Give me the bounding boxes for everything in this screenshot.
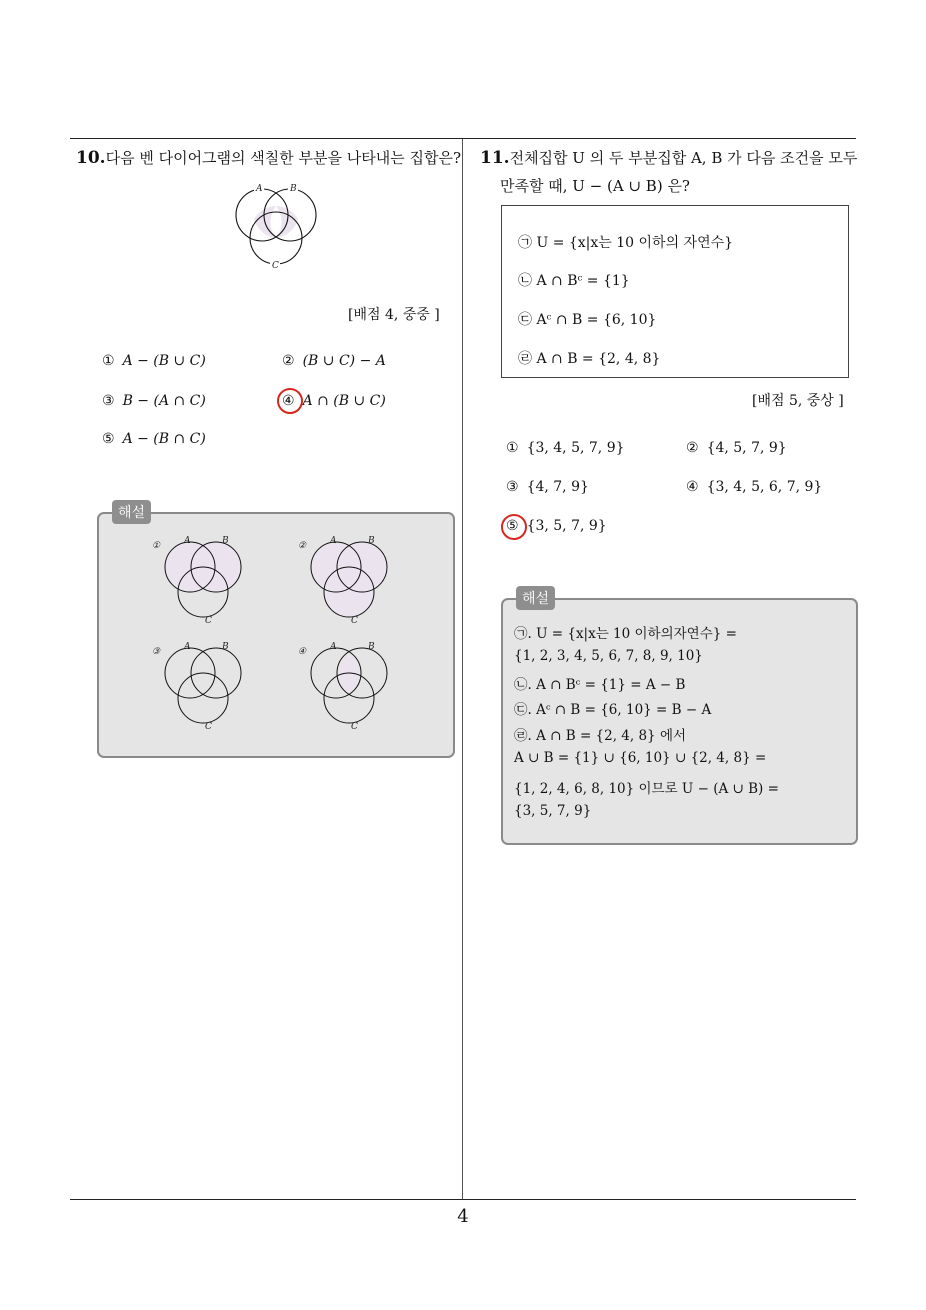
- q10-header: [76, 146, 461, 170]
- q10-shaded-region: [254, 206, 298, 238]
- bottom-rule: [70, 1199, 856, 1200]
- svg-text:C: C: [205, 616, 212, 626]
- q11-solution-line-7: {1, 2, 4, 6, 8, 10} 이므로 U − (A ∪ B) =: [514, 781, 779, 797]
- q10-choice-2[interactable]: ② (B ∪ C) − A: [282, 353, 386, 369]
- svg-text:C: C: [351, 722, 358, 732]
- q11-text-line2: 만족할 때, U − (A ∪ B) 은?: [500, 177, 690, 195]
- venn-label-b: B: [290, 184, 297, 194]
- q10-selected-mark: [277, 388, 303, 414]
- q11-condition-4: ㉣ A ∩ B = {2, 4, 8}: [518, 351, 661, 367]
- q10-score: [배점 4, 중중 ]: [348, 307, 440, 323]
- column-divider: [462, 139, 463, 1199]
- solution-venn-4: [296, 640, 396, 732]
- q11-header: [480, 146, 857, 170]
- solution-venn-2: [296, 534, 396, 626]
- q10-number: 10.: [76, 148, 106, 168]
- q10-choice-4[interactable]: ④ A ∩ (B ∪ C): [282, 393, 386, 409]
- q10-text: 다음 벤 다이어그램의 색칠한 부분을 나타내는 집합은?: [105, 149, 462, 167]
- q11-choice-1[interactable]: ① {3, 4, 5, 7, 9}: [506, 440, 625, 456]
- q11-score: [배점 5, 중상 ]: [752, 393, 844, 409]
- svg-text:③: ③: [152, 647, 161, 657]
- q11-solution-line-3: ㉡. A ∩ Bᶜ = {1} = A − B: [514, 677, 686, 693]
- q11-solution-tag: 해설: [516, 586, 555, 610]
- q11-condition-1: ㉠ U = {x|x는 10 이하의 자연수}: [518, 235, 734, 251]
- svg-text:C: C: [351, 616, 358, 626]
- solution-venn-1: [150, 534, 250, 626]
- svg-text:B: B: [368, 642, 375, 652]
- q10-choice-5[interactable]: ⑤ A − (B ∩ C): [102, 431, 206, 447]
- venn-label-c: C: [272, 261, 279, 271]
- svg-text:C: C: [205, 722, 212, 732]
- q11-text-line1: 전체집합 U 의 두 부분집합 A, B 가 다음 조건을 모두: [509, 149, 858, 167]
- q11-condition-3: ㉢ Aᶜ ∩ B = {6, 10}: [518, 312, 657, 328]
- q11-choice-3[interactable]: ③ {4, 7, 9}: [506, 479, 589, 495]
- solution-venn-3: [150, 640, 250, 732]
- page-number: 4: [457, 1206, 469, 1227]
- q11-condition-2: ㉡ A ∩ Bᶜ = {1}: [518, 273, 630, 289]
- svg-text:A: A: [184, 642, 191, 652]
- q11-number: 11.: [480, 148, 510, 168]
- svg-text:B: B: [368, 536, 375, 546]
- q10-solution-tag: 해설: [112, 500, 151, 524]
- venn-label-a: A: [256, 184, 263, 194]
- svg-text:②: ②: [298, 541, 307, 551]
- top-rule: [70, 138, 856, 139]
- svg-text:A: A: [330, 536, 337, 546]
- svg-text:A: A: [330, 642, 337, 652]
- q10-choice-1[interactable]: ① A − (B ∪ C): [102, 353, 206, 369]
- svg-text:④: ④: [298, 647, 307, 657]
- q11-solution-line-8: {3, 5, 7, 9}: [514, 803, 592, 819]
- q11-selected-mark: [501, 514, 527, 540]
- q11-choice-4[interactable]: ④ {3, 4, 5, 6, 7, 9}: [686, 479, 823, 495]
- svg-text:B: B: [222, 536, 229, 546]
- q11-solution-line-5: ㉣. A ∩ B = {2, 4, 8} 에서: [514, 728, 687, 744]
- q11-choice-5[interactable]: ⑤ {3, 5, 7, 9}: [506, 518, 607, 534]
- q11-solution-line-6: A ∪ B = {1} ∪ {6, 10} ∪ {2, 4, 8} =: [514, 750, 767, 766]
- q11-solution-line-4: ㉢. Aᶜ ∩ B = {6, 10} = B − A: [514, 702, 712, 718]
- q10-choice-3[interactable]: ③ B − (A ∩ C): [102, 393, 206, 409]
- svg-text:A: A: [184, 536, 191, 546]
- svg-text:①: ①: [152, 541, 161, 551]
- svg-text:B: B: [222, 642, 229, 652]
- q11-solution-line-2: {1, 2, 3, 4, 5, 6, 7, 8, 9, 10}: [514, 648, 703, 664]
- q11-choice-2[interactable]: ② {4, 5, 7, 9}: [686, 440, 787, 456]
- q11-solution-line-1: ㉠. U = {x|x는 10 이하의자연수} =: [514, 626, 737, 642]
- q10-venn-diagram: [230, 182, 322, 272]
